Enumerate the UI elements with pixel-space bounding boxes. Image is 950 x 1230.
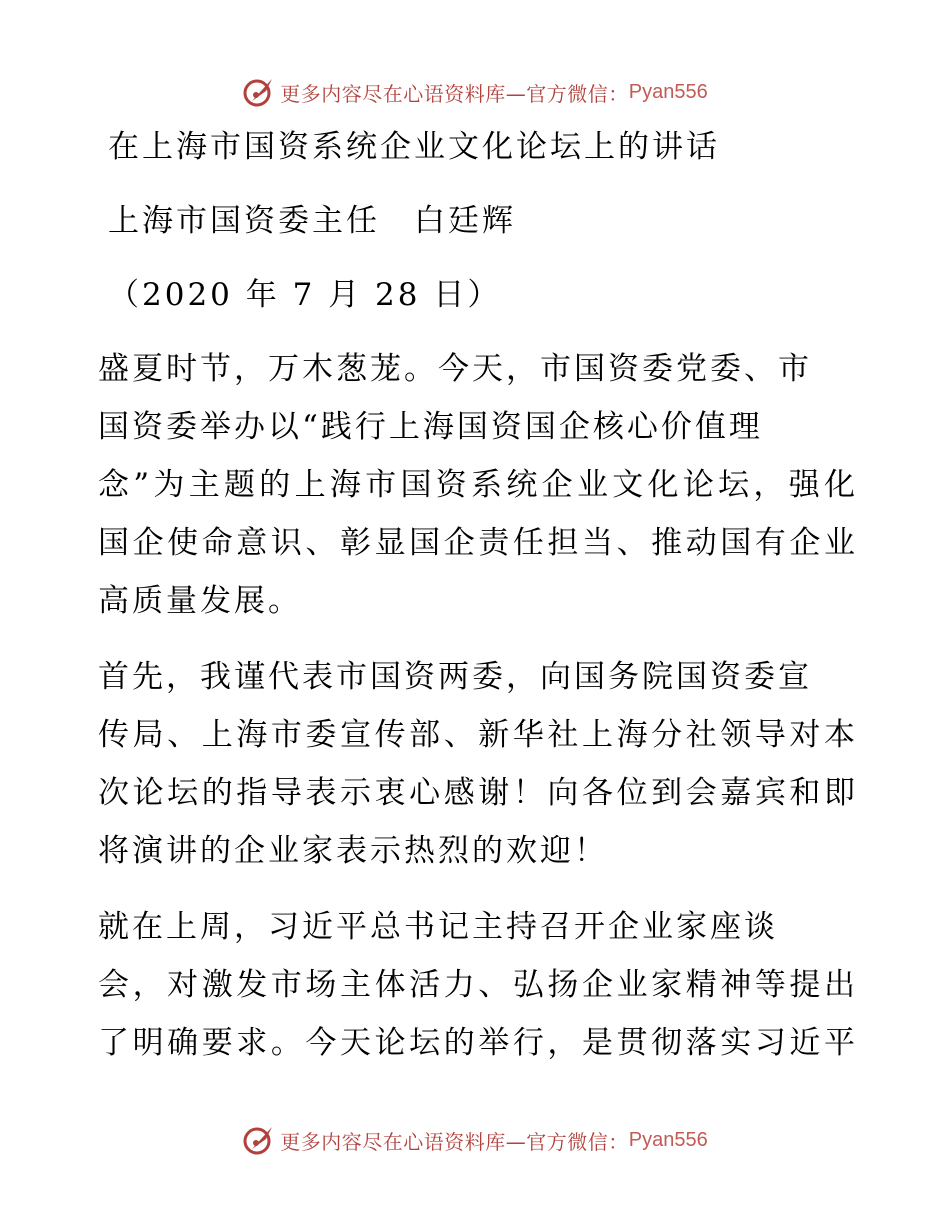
paragraph-line: 传局、上海市委宣传部、新华社上海分社领导对本 xyxy=(98,717,858,753)
doc-title: 在上海市国资系统企业文化论坛上的讲话 xyxy=(108,129,720,165)
doc-author: 上海市国资委主任 白廷辉 xyxy=(108,203,516,239)
watermark-footer xyxy=(0,1120,950,1160)
paragraph-line: 了明确要求。今天论坛的举行，是贯彻落实习近平 xyxy=(98,1025,858,1061)
paragraph-line: 盛夏时节，万木葱茏。今天，市国资委党委、市 xyxy=(98,351,812,387)
watermark-id: Pyan556 xyxy=(628,80,708,103)
watermark-text: 更多内容尽在心语资料库—官方微信： xyxy=(280,81,629,106)
paragraph-line: 就在上周，习近平总书记主持召开企业家座谈 xyxy=(98,909,778,945)
paragraph-line: 首先，我谨代表市国资两委，向国务院国资委宣 xyxy=(98,659,812,695)
paragraph-line: 国企使命意识、彰显国企责任担当、推动国有企业 xyxy=(98,525,858,561)
quill-logo-icon xyxy=(242,75,276,109)
watermark-text: 更多内容尽在心语资料库—官方微信： xyxy=(280,1129,629,1154)
watermark-id: Pyan556 xyxy=(628,1128,708,1151)
paragraph-line: 会，对激发市场主体活力、弘扬企业家精神等提出 xyxy=(98,967,858,1003)
paragraph-line: 国资委举办以“践行上海国资国企核心价值理 xyxy=(98,409,763,445)
paragraph-line: 念”为主题的上海市国资系统企业文化论坛，强化 xyxy=(98,467,858,503)
paragraph-line: 次论坛的指导表示衷心感谢！向各位到会嘉宾和即 xyxy=(98,775,858,811)
paragraph-line: 将演讲的企业家表示热烈的欢迎！ xyxy=(98,833,608,869)
paragraph-line: 高质量发展。 xyxy=(98,583,302,619)
quill-logo-icon xyxy=(242,1123,276,1157)
watermark-header xyxy=(0,72,950,112)
doc-date: （2020 年 7 月 28 日） xyxy=(108,277,502,313)
